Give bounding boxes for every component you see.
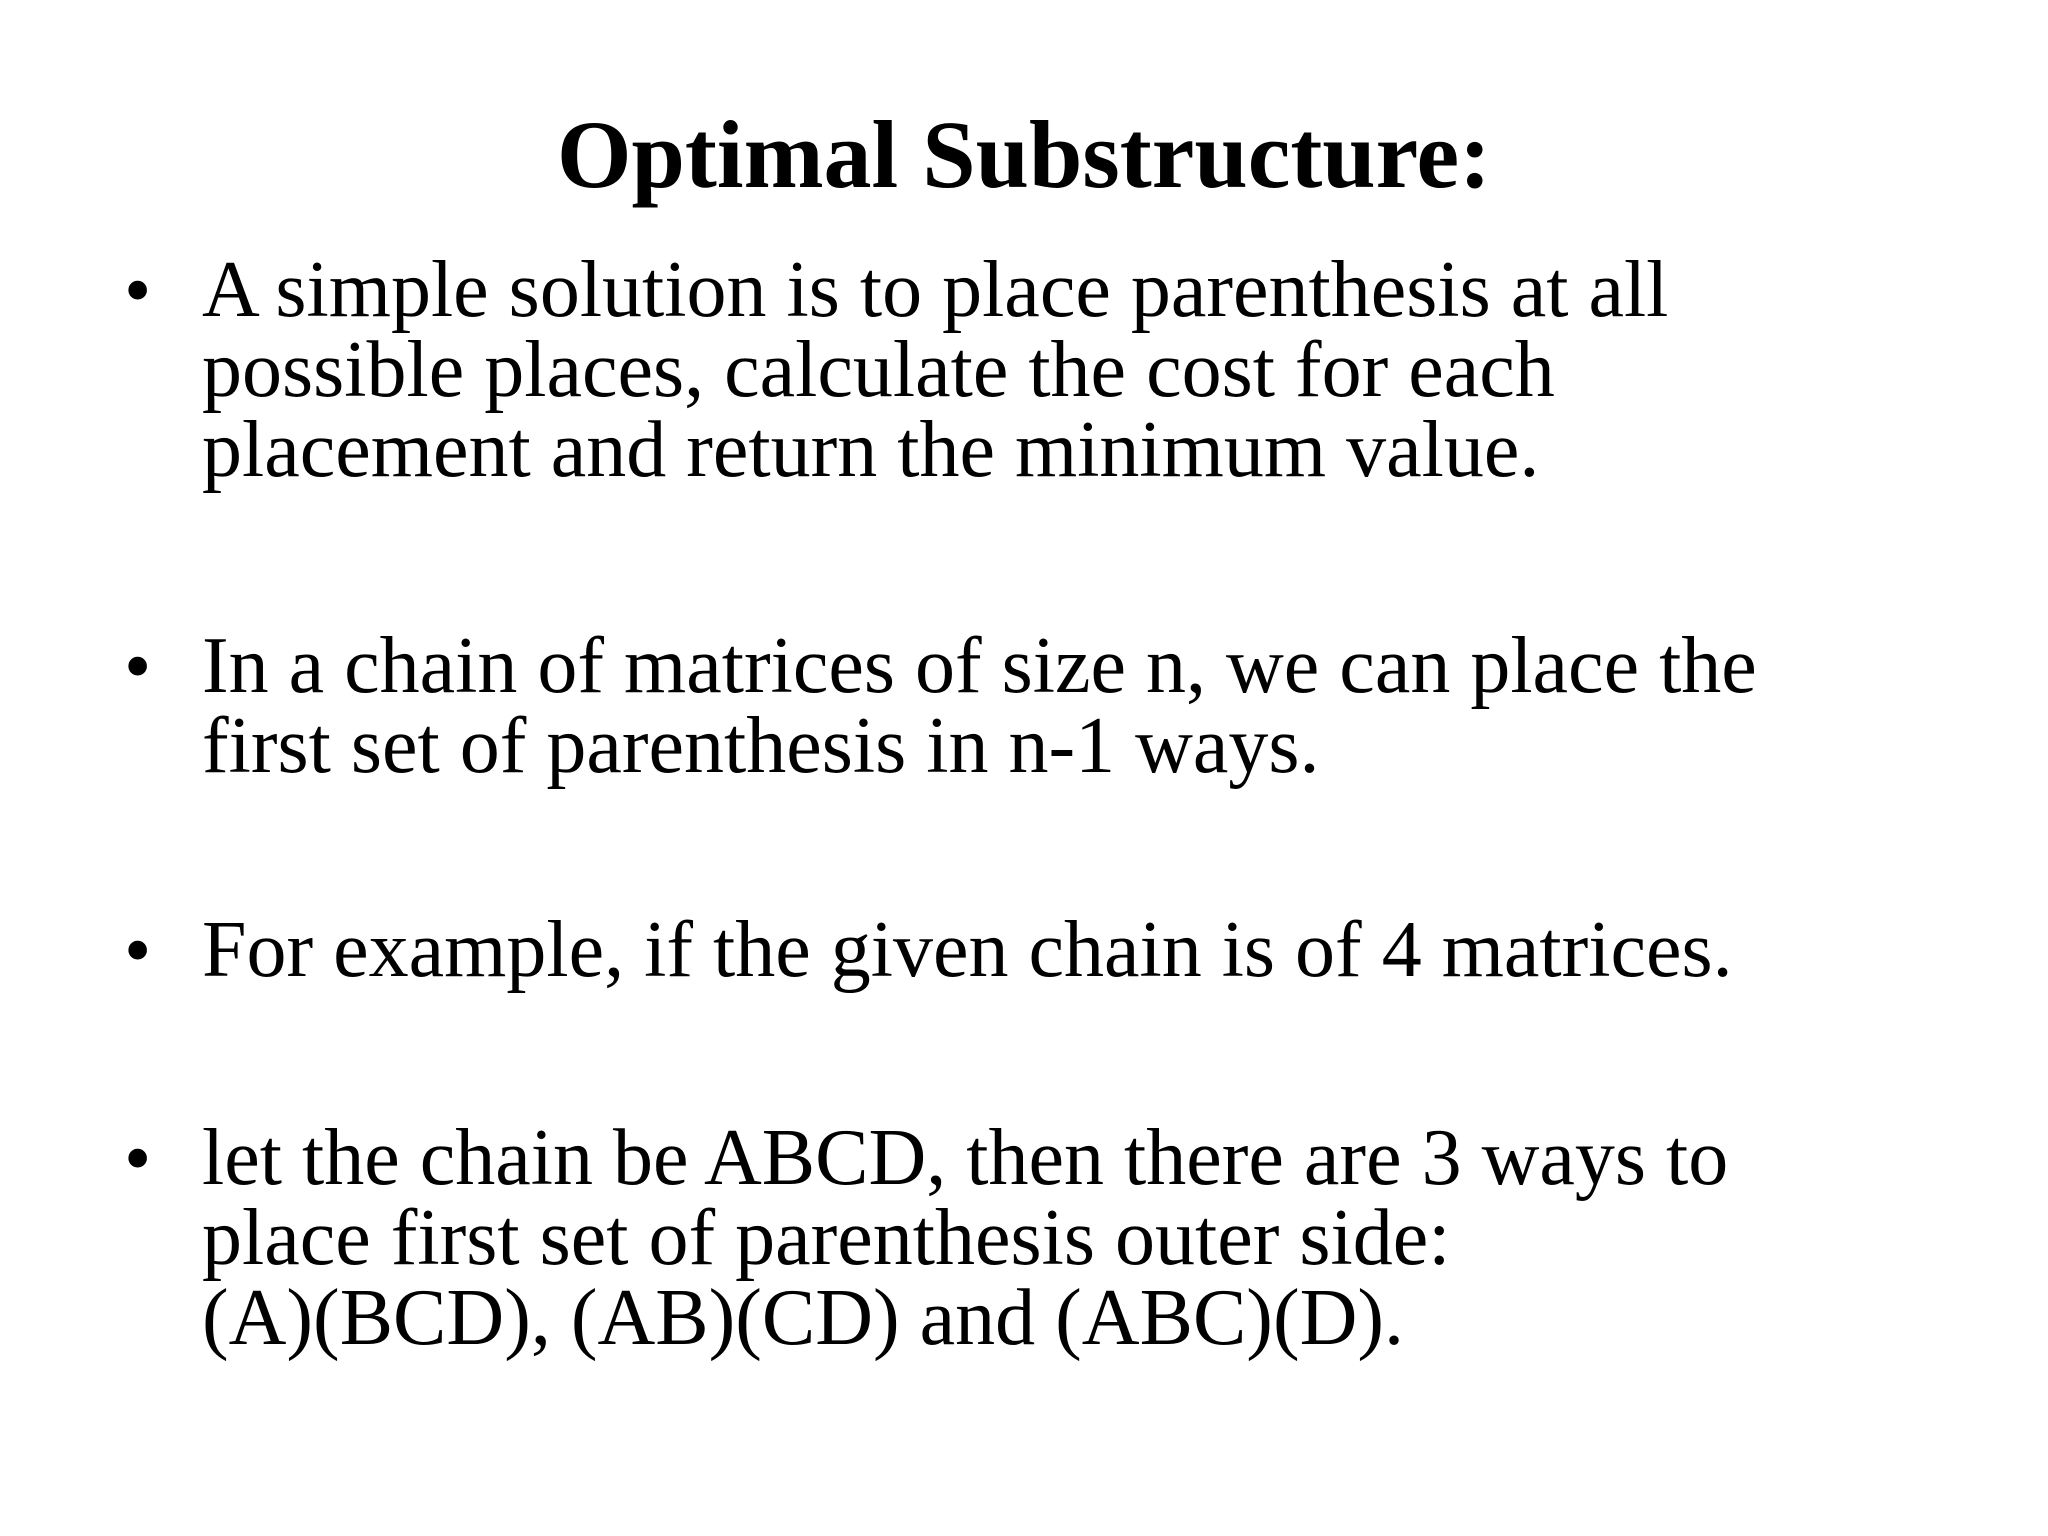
- bullet-text: In a chain of matrices of size n, we can place the first set of parenthesis in n-1 ways.: [202, 622, 1757, 790]
- bullet-text: For example, if the given chain is of 4 matrices.: [202, 906, 1733, 994]
- bullet-dot-icon: •: [124, 246, 152, 333]
- bullet-dot-icon: •: [124, 1114, 152, 1201]
- bullet-text: let the chain be ABCD, then there are 3 ways to place first set of parenthesis outer side: (A)(BCD), (AB)(CD) and (ABC)(D).: [202, 1114, 1729, 1362]
- bullet-text: A simple solution is to place parenthesis at all possible places, calculate the cost for each placement and return the minimum value.: [202, 246, 1669, 494]
- bullet-dot-icon: •: [124, 622, 152, 709]
- bullet-dot-icon: •: [124, 906, 152, 993]
- slide-title: Optimal Substructure:: [556, 101, 1492, 208]
